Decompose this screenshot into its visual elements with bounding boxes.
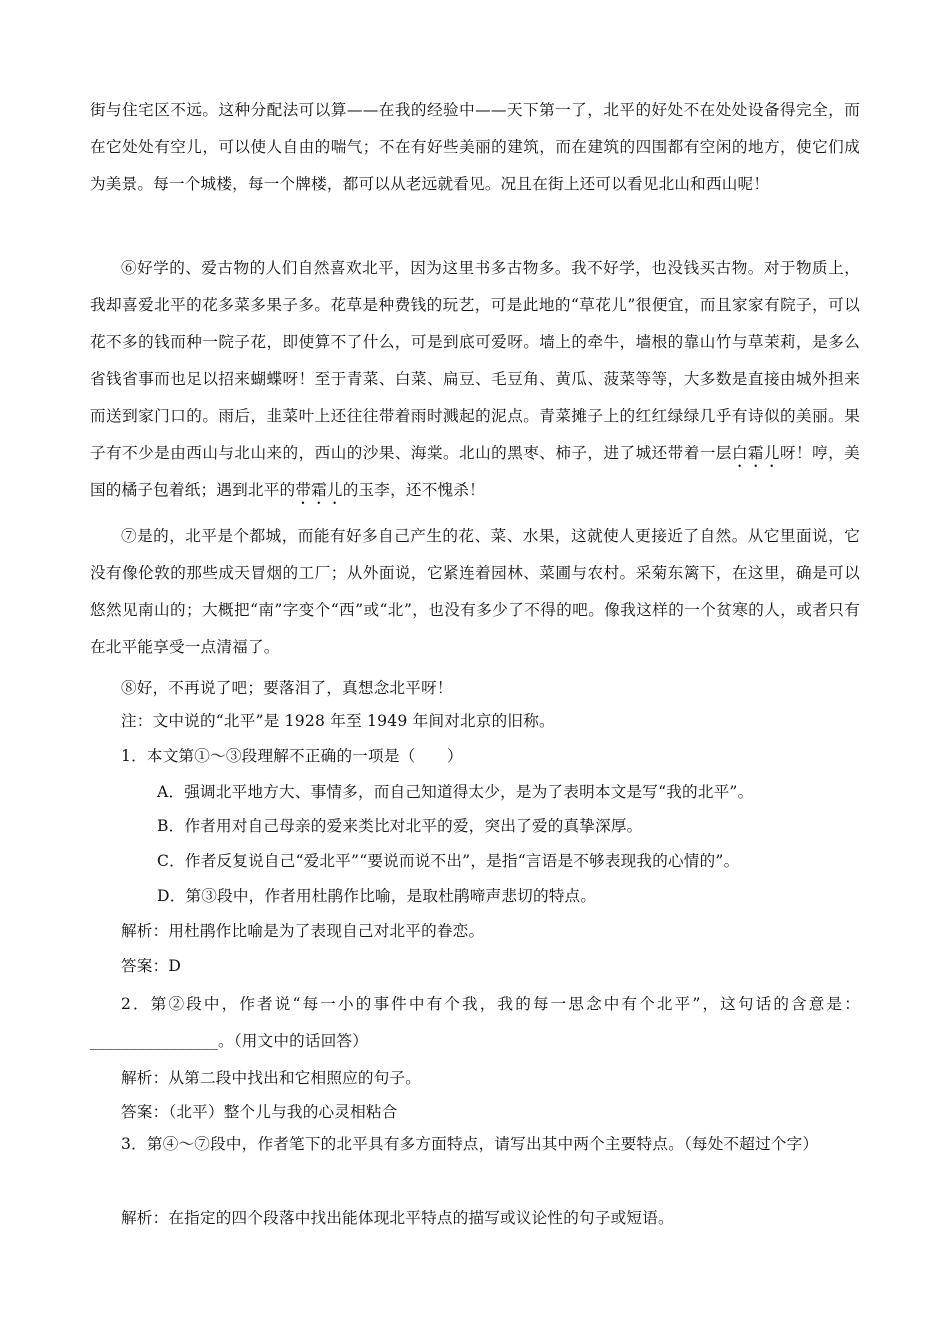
question-1-stem: 1．本文第①～③段理解不正确的一项是（ ） bbox=[121, 747, 463, 765]
question-2-answer: 答案：（北平）整个儿与我的心灵相粘合 bbox=[121, 1103, 398, 1121]
paragraph-6-text-mid: 呀！哼，美国的橘子包着纸；遇到北平的 bbox=[90, 444, 860, 499]
emphasis-bai-shuang-er: 白霜儿 bbox=[731, 444, 780, 462]
paragraph-7: ⑦是的，北平是个都城，而能有好多自己产生的花、菜、水果，这就使人更接近了自然。从它里面说，它没有像伦敦的那些成天冒烟的工厂；从外面说，它紧连着园林、菜圃与农村。采菊东篱下，在这里，确是可以悠然见南山的；大概把“南”字变个“西”或“北”，也没有多少了不得的吧。像我这样的一个贫寒的人，或者只有在北平能享受一点清福了。 bbox=[90, 527, 860, 656]
question-3-stem: 3．第④～⑦段中，作者笔下的北平具有多方面特点，请写出其中两个主要特点。（每处不超过个字） bbox=[121, 1135, 819, 1153]
footnote: 注：文中说的“北平”是 1928 年至 1949 年间对北京的旧称。 bbox=[121, 712, 555, 730]
question-1-option-b: B．作者用对自己母亲的爱来类比对北平的爱，突出了爱的真挚深厚。 bbox=[157, 817, 643, 835]
emphasis-dai-shuang-er: 带霜儿 bbox=[295, 481, 343, 499]
paragraph-6-text-end: 的玉李，还不愧杀！ bbox=[342, 481, 485, 499]
question-1-option-c: C．作者反复说自己“爱北平”“要说而说不出”，是指“言语是不够表现我的心情的”。 bbox=[157, 852, 740, 870]
paragraph-8: ⑧好，不再说了吧；要落泪了，真想念北平呀！ bbox=[121, 679, 453, 697]
question-1-option-d: D．第③段中，作者用杜鹃作比喻，是取杜鹃啼声悲切的特点。 bbox=[157, 887, 597, 905]
question-2-analysis: 解析：从第二段中找出和它相照应的句子。 bbox=[121, 1069, 422, 1087]
question-1-answer: 答案：D bbox=[121, 957, 182, 975]
question-1-analysis: 解析：用杜鹃作比喻是为了表现自己对北平的眷恋。 bbox=[121, 922, 485, 940]
question-2-stem: 2．第②段中，作者说“每一小的事件中有个我，我的每一思念中有个北平”，这句话的含意是：________________。（用文中的话回答） bbox=[90, 995, 860, 1050]
paragraph-6-text: ⑥好学的、爱古物的人们自然喜欢北平，因为这里书多古物多。我不好学，也没钱买古物。对于物质上，我却喜爱北平的花多菜多果子多。花草是种费钱的玩艺，可是此地的“草花儿”很便宜，而且家家有院子，可以花不多的钱而种一院子花，即使算不了什么，可是到底可爱呀。墙上的牵牛，墙根的靠山竹与草茉莉，是多么省钱省事而也足以招来蝴蝶呀！至于青菜、白菜、扁豆、毛豆角、黄瓜、菠菜等等，大多数是直接由城外担来而送到家门口的。雨后，韭菜叶上还往往带着雨时溅起的泥点。青菜摊子上的红红绿绿几乎有诗似的美丽。果子有不少是由西山与北山来的，西山的沙果、海棠。北山的黑枣、柿子，进了城还带着一层 bbox=[90, 259, 860, 462]
question-3-analysis: 解析：在指定的四个段落中找出能体现北平特点的描写或议论性的句子或短语。 bbox=[121, 1209, 674, 1227]
question-1-option-a: A．强调北平地方大、事情多，而自己知道得太少，是为了表明本文是写“我的北平”。 bbox=[157, 783, 754, 801]
paragraph-5-continued: 街与住宅区不远。这种分配法可以算——在我的经验中——天下第一了，北平的好处不在处处设备得完全，而在它处处有空儿，可以使人自由的喘气；不在有好些美丽的建筑，而在建筑的四围都有空闲的地方，使它们成为美景。每一个城楼，每一个牌楼，都可以从老远就看见。况且在街上还可以看见北山和西山呢！ bbox=[90, 101, 860, 193]
paragraph-6 bbox=[90, 250, 860, 509]
